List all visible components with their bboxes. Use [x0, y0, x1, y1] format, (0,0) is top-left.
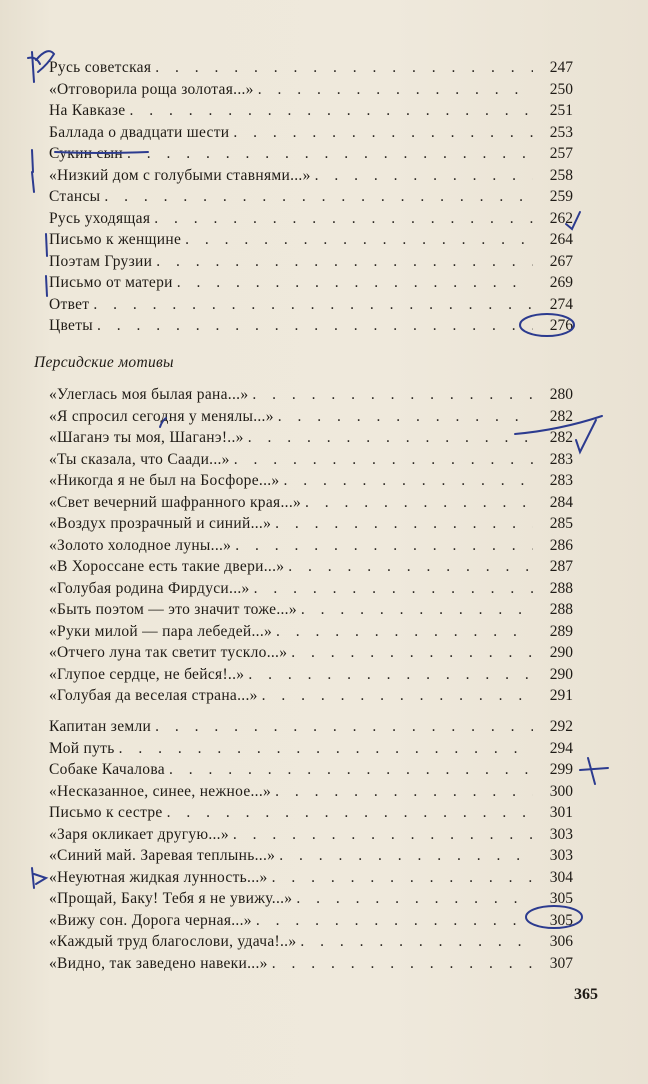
plus-mark — [580, 768, 608, 770]
toc-page: 287 — [549, 558, 573, 575]
leader-dots — [291, 642, 533, 664]
pen-margin-line — [46, 234, 47, 256]
toc-entry — [49, 384, 573, 406]
toc-title: «Вижу сон. Дорога черная...» — [49, 911, 252, 929]
toc-page: 257 — [549, 145, 573, 162]
toc-title: Поэтам Грузии — [49, 252, 153, 270]
toc-page: 285 — [549, 515, 573, 532]
toc-title: Цветы — [49, 317, 93, 334]
leader-dots — [129, 100, 533, 122]
pen-margin-line — [32, 150, 33, 172]
toc-page: 282 — [549, 407, 573, 425]
toc-page: 299 — [549, 761, 573, 778]
section-heading-persian-motifs: Персидские мотивы — [34, 354, 174, 371]
pen-margin-line — [32, 172, 34, 192]
leader-dots — [169, 759, 533, 781]
toc-page: 262 — [549, 209, 573, 227]
leader-dots — [155, 716, 533, 738]
leader-dots — [272, 867, 533, 889]
leader-dots — [262, 685, 533, 707]
toc-entry — [49, 208, 573, 230]
leader-dots — [275, 781, 533, 803]
toc-page: 267 — [549, 252, 573, 270]
toc-entry — [49, 427, 573, 449]
leader-dots — [275, 513, 533, 535]
leader-dots — [300, 931, 533, 953]
toc-title: «Руки милой — пара лебедей...» — [49, 622, 273, 640]
toc-entry — [49, 556, 573, 578]
toc-title: «Воздух прозрачный и синий...» — [49, 515, 272, 532]
toc-page: 303 — [549, 825, 573, 843]
toc-title: Мой путь — [49, 739, 115, 757]
toc-entry — [49, 599, 573, 621]
toc-page: 269 — [549, 274, 573, 291]
toc-entry — [49, 535, 573, 557]
plus-mark — [588, 758, 595, 784]
leader-dots — [248, 664, 533, 686]
page-number: 365 — [574, 986, 598, 1003]
toc-page: 305 — [549, 890, 573, 907]
toc-title: «Голубая родина Фирдуси...» — [49, 579, 250, 597]
toc-page: 258 — [549, 166, 573, 184]
toc-title: «Несказанное, синее, нежное...» — [49, 782, 272, 800]
toc-page: 253 — [549, 123, 573, 141]
toc-entry — [49, 294, 573, 316]
leader-dots — [256, 910, 533, 932]
leader-dots — [315, 165, 533, 187]
toc-page: 286 — [549, 536, 573, 554]
leader-dots — [154, 208, 533, 230]
leader-dots — [305, 492, 533, 514]
toc-section-persian — [49, 384, 573, 707]
leader-dots — [127, 143, 533, 165]
toc-title: «Никогда я не был на Босфоре...» — [49, 472, 280, 489]
toc-entry — [49, 406, 573, 428]
toc-entry — [49, 716, 573, 738]
toc-section-later — [49, 716, 573, 974]
leader-dots — [233, 122, 533, 144]
toc-title: Сукин сын — [49, 145, 123, 162]
leader-dots — [272, 953, 533, 975]
toc-entry — [49, 931, 573, 953]
toc-title: Собаке Качалова — [49, 761, 165, 778]
toc-title: Капитан земли — [49, 718, 152, 735]
toc-page: 280 — [549, 386, 573, 403]
toc-title: «Я спросил сегодня у менялы...» — [49, 407, 274, 425]
toc-title: На Кавказе — [49, 102, 126, 119]
leader-dots — [167, 802, 533, 824]
leader-dots — [278, 406, 533, 428]
leader-dots — [177, 272, 533, 294]
toc-page: 304 — [549, 868, 573, 886]
toc-entry — [49, 315, 573, 337]
toc-entry — [49, 781, 573, 803]
pen-mark-scribble — [28, 58, 40, 64]
toc-page: 250 — [549, 80, 573, 98]
leader-dots — [258, 79, 533, 101]
toc-page: 264 — [549, 231, 573, 248]
toc-page: 300 — [549, 782, 573, 800]
leader-dots — [254, 578, 533, 600]
toc-page: 247 — [549, 59, 573, 76]
toc-page: 282 — [549, 429, 573, 446]
toc-entry — [49, 122, 573, 144]
checkmark-icon — [576, 420, 596, 452]
toc-entry — [49, 867, 573, 889]
pen-margin-line — [46, 276, 47, 296]
leader-dots — [156, 251, 533, 273]
toc-entry — [49, 229, 573, 251]
toc-entry — [49, 470, 573, 492]
toc-entry — [49, 759, 573, 781]
toc-entry — [49, 578, 573, 600]
leader-dots — [235, 535, 533, 557]
toc-title: «Отговорила роща золотая...» — [49, 80, 254, 98]
toc-page: 305 — [549, 911, 573, 929]
toc-page: 283 — [549, 450, 573, 468]
toc-entry — [49, 79, 573, 101]
toc-entry — [49, 685, 573, 707]
toc-section-soviet — [49, 57, 573, 337]
toc-entry — [49, 621, 573, 643]
toc-title: Русь уходящая — [49, 209, 151, 227]
toc-page: 291 — [549, 687, 573, 704]
toc-title: Письмо к сестре — [49, 804, 163, 821]
leader-dots — [97, 315, 533, 337]
toc-entry — [49, 251, 573, 273]
toc-entry — [49, 888, 573, 910]
toc-page: 307 — [549, 954, 573, 972]
leader-dots — [104, 186, 533, 208]
toc-entry — [49, 738, 573, 760]
pen-margin-line — [32, 868, 34, 888]
toc-title: Стансы — [49, 188, 101, 205]
toc-title: «Низкий дом с голубыми ставнями...» — [49, 166, 311, 184]
toc-page: 303 — [549, 847, 573, 864]
toc-page: 290 — [549, 665, 573, 683]
toc-title: «Отчего луна так светит тускло...» — [49, 644, 288, 661]
toc-title: «Свет вечерний шафранного края...» — [49, 493, 302, 511]
toc-title: «Видно, так заведено навеки...» — [49, 954, 268, 972]
toc-title: Русь советская — [49, 59, 152, 76]
toc-title: «Глупое сердце, не бейся!..» — [49, 665, 245, 683]
leader-dots — [288, 556, 533, 578]
leader-dots — [279, 845, 533, 867]
leader-dots — [296, 888, 533, 910]
toc-title: «Шаганэ ты моя, Шаганэ!..» — [49, 429, 244, 446]
toc-title: Баллада о двадцати шести — [49, 123, 230, 141]
toc-entry — [49, 824, 573, 846]
toc-entry — [49, 802, 573, 824]
toc-entry — [49, 57, 573, 79]
toc-title: «Золото холодное луны...» — [49, 536, 232, 554]
toc-entry — [49, 165, 573, 187]
toc-page: 288 — [549, 579, 573, 597]
toc-page: 288 — [549, 601, 573, 618]
toc-entry — [49, 492, 573, 514]
toc-title: «Улеглась моя былая рана...» — [49, 386, 249, 403]
toc-page: 251 — [549, 102, 573, 119]
leader-dots — [233, 824, 533, 846]
toc-page: 294 — [549, 739, 573, 757]
toc-page: 283 — [549, 472, 573, 489]
leader-dots — [283, 470, 533, 492]
toc-title: «Неуютная жидкая лунность...» — [49, 868, 268, 886]
toc-entry — [49, 143, 573, 165]
toc-title: «Прощай, Баку! Тебя я не увижу...» — [49, 890, 293, 907]
toc-title: Письмо от матери — [49, 274, 173, 291]
leader-dots — [155, 57, 533, 79]
toc-page: 289 — [549, 622, 573, 640]
toc-page: 276 — [549, 317, 573, 334]
leader-dots — [119, 738, 533, 760]
toc-entry — [49, 845, 573, 867]
leader-dots — [185, 229, 533, 251]
toc-entry — [49, 953, 573, 975]
leader-dots — [93, 294, 533, 316]
toc-entry — [49, 100, 573, 122]
leader-dots — [248, 427, 533, 449]
toc-entry — [49, 186, 573, 208]
toc-page: 290 — [549, 644, 573, 661]
leader-dots — [301, 599, 533, 621]
leader-dots — [252, 384, 533, 406]
arrow-mark — [34, 874, 46, 884]
toc-entry — [49, 449, 573, 471]
toc-page: 292 — [549, 718, 573, 735]
toc-title: «В Хороссане есть такие двери...» — [49, 558, 285, 575]
toc-page: 274 — [549, 295, 573, 313]
toc-page: 259 — [549, 188, 573, 205]
toc-page: 284 — [549, 493, 573, 511]
toc-title: «Каждый труд благослови, удача!..» — [49, 933, 297, 950]
toc-title: Ответ — [49, 295, 90, 313]
toc-title: Письмо к женщине — [49, 231, 182, 248]
pen-mark-bracket — [32, 52, 34, 82]
leader-dots — [234, 449, 533, 471]
toc-entry — [49, 513, 573, 535]
toc-title: «Быть поэтом — это значит тоже...» — [49, 601, 297, 618]
toc-page: 306 — [549, 933, 573, 950]
toc-title: «Заря окликает другую...» — [49, 825, 229, 843]
toc-title: «Ты сказала, что Саади...» — [49, 450, 230, 468]
toc-page: 301 — [549, 804, 573, 821]
toc-entry — [49, 664, 573, 686]
toc-entry — [49, 910, 573, 932]
toc-entry — [49, 272, 573, 294]
toc-entry — [49, 642, 573, 664]
toc-title: «Синий май. Заревая теплынь...» — [49, 847, 276, 864]
toc-title: «Голубая да веселая страна...» — [49, 687, 258, 704]
leader-dots — [276, 621, 533, 643]
